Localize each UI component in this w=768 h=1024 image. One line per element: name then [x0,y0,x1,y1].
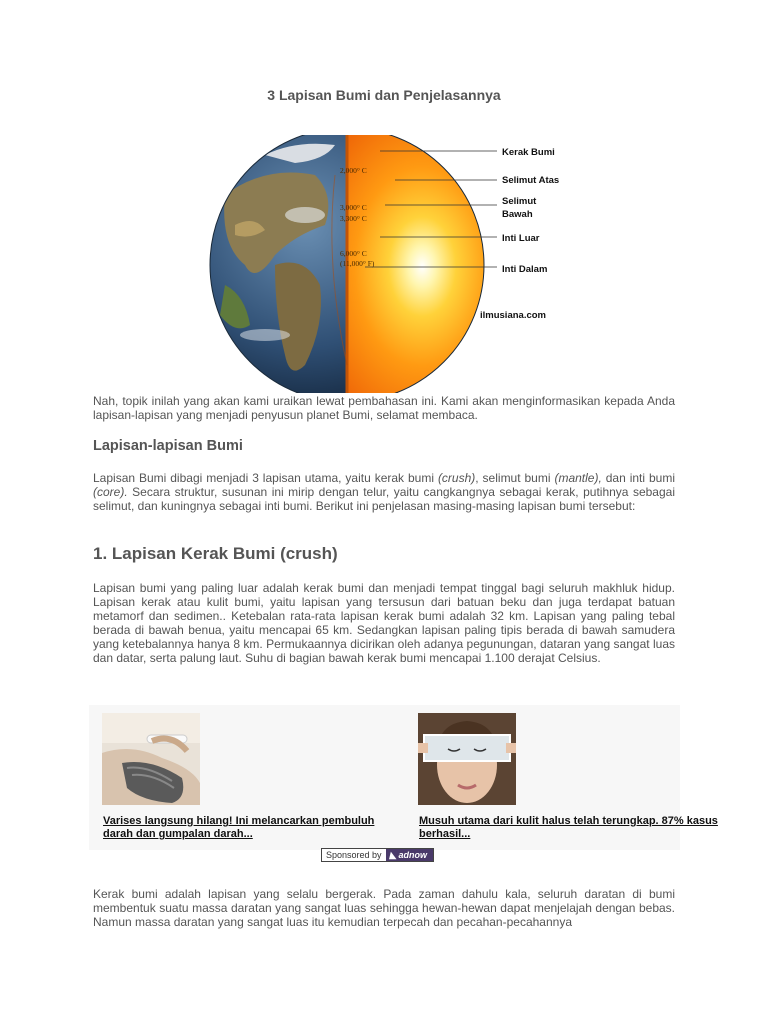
layer-label: Selimut Atas [502,175,560,186]
layer-label: Inti Luar [502,233,540,244]
earth-layers-diagram [205,135,575,393]
watermark: ilmusiana.com [480,310,546,321]
ad-image-legs[interactable] [102,713,200,805]
layer-label: Kerak Bumi [502,147,555,158]
temp-label: 3,300° C [340,214,367,223]
temp-label: 6,000° C [340,249,367,258]
intro-paragraph: Nah, topik inilah yang akan kami uraikan lewat pembahasan ini. Kami akan menginformasikan kepada Anda lapisan-lapisan yang menjadi penyusun planet Bumi, selamat membaca. [93,394,675,422]
section-paragraph: Lapisan Bumi dibagi menjadi 3 lapisan utama, yaitu kerak bumi (crush), selimut bumi (mantle), dan inti bumi (core). Secara struktur, susunan ini mirip dengan telur, yaitu cangkangnya sebagai kerak, putihnya sebagai selimut, dan kuningnya sebagai inti bumi. Berikut ini penjelasan masing-masing lapisan bumi tersebut: [93,471,676,513]
ad-image-face[interactable] [418,713,516,805]
heading-crust: 1. Lapisan Kerak Bumi (crush) [93,544,338,563]
layer-label: Bawah [502,209,533,220]
temp-label: 2,000° C [340,166,367,175]
sponsored-label: Sponsored by [322,849,386,861]
section-heading: Lapisan-lapisan Bumi [93,438,243,454]
layer-label: Inti Dalam [502,264,548,275]
earth-layers-figure [205,135,575,393]
sponsored-badge[interactable] [321,848,434,862]
page-title: 3 Lapisan Bumi dan Penjelasannya [267,87,501,103]
temp-label: (11,000° F) [340,259,375,268]
adnow-logo: ◣ adnow [386,849,433,861]
ad-box [89,705,718,850]
last-paragraph: Kerak bumi adalah lapisan yang selalu bergerak. Pada zaman dahulu kala, seluruh daratan di bumi membentuk suatu massa daratan yang sangat luas sehingga hewan-hewan dapat menjelajah dengan bebas. Namun massa daratan yang sangat luas itu kemudian terpecah dan pecahan-pecahannya [93,887,675,929]
temp-label: 3,000° C [340,203,367,212]
adnow-icon: ◣ [389,850,397,860]
ad-link[interactable]: Varises langsung hilang! Ini melancarkan pembuluh darah dan gumpalan darah... [103,815,375,840]
ad-link[interactable]: Musuh utama dari kulit halus telah terungkap. 87% kasus berhasil... [419,815,718,840]
layer-label: Selimut [502,196,537,207]
crust-paragraph: Lapisan bumi yang paling luar adalah kerak bumi dan menjadi tempat tinggal bagi seluruh makhluk hidup. Lapisan kerak atau kulit bumi, yaitu lapisan yang tersusun dari batuan beku dan juga terdapat batuan metamorf dan sedimen.. Ketebalan rata-rata lapisan kerak bumi adalah 32 km. Lapisan yang paling tebal berada di bawah benua, yaitu mencapai 65 km. Sedangkan lapisan paling tipis berada di bawah samudera yang ketebalannya hanya 8 km. Permukaannya dicirikan oleh adanya pegunungan, dataran yang sangat luas dan datar, serta palung laut. Suhu di bagian bawah kerak bumi mencapai 1.100 derajat Celsius. [93,581,675,665]
